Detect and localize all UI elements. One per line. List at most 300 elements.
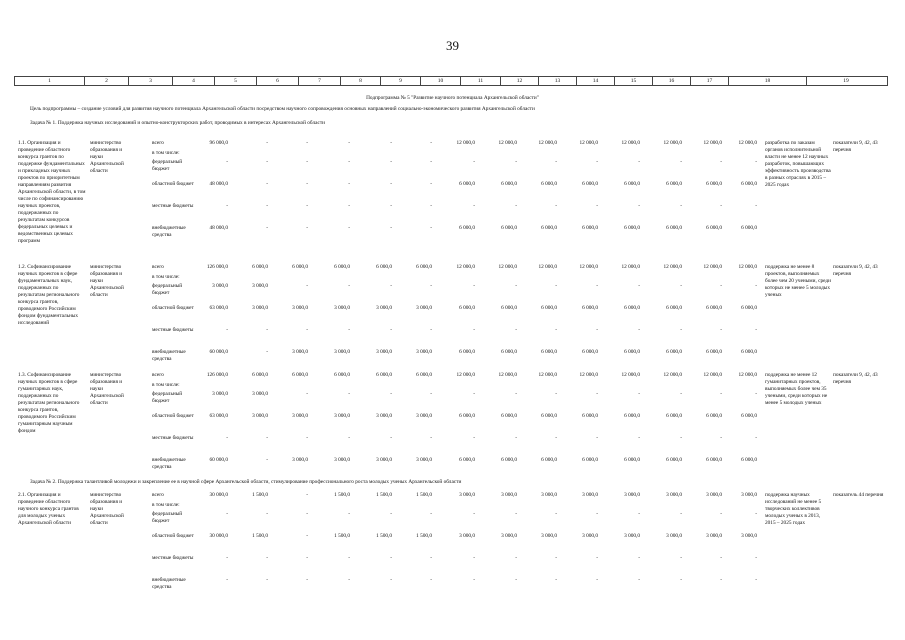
amount-cell: 6 000,0 — [582, 181, 598, 187]
amount-cell: 12 000,0 — [621, 140, 640, 146]
amount-cell: - — [515, 391, 517, 397]
amount-cell: 3 000,0 — [459, 533, 475, 539]
amount-cell: 6 000,0 — [666, 181, 682, 187]
amount-cell: - — [638, 391, 640, 397]
fin-source-label: местные бюджеты — [152, 555, 194, 561]
amount-cell: 3 000,0 — [376, 305, 392, 311]
amount-cell: - — [596, 203, 598, 209]
amount-cell: 48 000,0 — [209, 225, 228, 231]
amount-cell: 3 000,0 — [376, 457, 392, 463]
amount-cell: 6 000,0 — [706, 225, 722, 231]
amount-cell: - — [638, 203, 640, 209]
amount-cell: 3 000,0 — [252, 413, 268, 419]
amount-cell: - — [390, 203, 392, 209]
amount-cell: 3 000,0 — [416, 413, 432, 419]
amount-cell: - — [755, 203, 757, 209]
amount-cell: 6 000,0 — [624, 413, 640, 419]
expected-result: поддержка научных исследований не менее 5 творческих коллективов молодых ученых в 2013, 2015 – 2025 годах — [765, 492, 822, 526]
amount-cell: - — [430, 159, 432, 165]
amount-cell: 6 000,0 — [252, 264, 268, 270]
amount-cell: - — [226, 327, 228, 333]
amount-cell: - — [226, 203, 228, 209]
amount-cell: - — [348, 327, 350, 333]
amount-cell: - — [473, 435, 475, 441]
amount-cell: 1 500,0 — [416, 533, 432, 539]
amount-cell: 3 000,0 — [501, 492, 517, 498]
amount-cell: - — [348, 140, 350, 146]
amount-cell: 3 000,0 — [501, 533, 517, 539]
amount-cell: - — [555, 511, 557, 517]
amount-cell: 48 000,0 — [209, 181, 228, 187]
amount-cell: 12 000,0 — [663, 264, 682, 270]
measure-name: 2.1. Организация и проведение областного научного конкурса грантов для молодых ученых Архангельской области — [18, 492, 79, 526]
fin-source-label: внебюджетные средства — [152, 349, 186, 362]
amount-cell: - — [638, 435, 640, 441]
indicator-reference: показатели 9, 42, 43 перечня — [833, 140, 878, 153]
amount-cell: 12 000,0 — [703, 264, 722, 270]
amount-cell: 3 000,0 — [741, 492, 757, 498]
amount-cell: 6 000,0 — [666, 225, 682, 231]
amount-cell: 6 000,0 — [666, 457, 682, 463]
amount-cell: 6 000,0 — [741, 305, 757, 311]
column-header-18: 18 — [729, 77, 807, 85]
amount-cell: - — [306, 225, 308, 231]
amount-cell: 12 000,0 — [579, 372, 598, 378]
amount-cell: 12 000,0 — [538, 140, 557, 146]
amount-cell: - — [638, 577, 640, 583]
amount-cell: - — [473, 555, 475, 561]
amount-cell: 96 000,0 — [209, 140, 228, 146]
amount-cell: - — [555, 391, 557, 397]
amount-cell: - — [306, 159, 308, 165]
amount-cell: 6 000,0 — [541, 457, 557, 463]
amount-cell: 3 000,0 — [212, 283, 228, 289]
amount-cell: 3 000,0 — [334, 457, 350, 463]
amount-cell: - — [720, 577, 722, 583]
amount-cell: 6 000,0 — [666, 349, 682, 355]
amount-cell: - — [473, 283, 475, 289]
amount-cell: - — [515, 327, 517, 333]
amount-cell: 12 000,0 — [621, 372, 640, 378]
amount-cell: - — [596, 283, 598, 289]
amount-cell: - — [266, 140, 268, 146]
amount-cell: - — [430, 225, 432, 231]
amount-cell: 1 500,0 — [416, 492, 432, 498]
amount-cell: - — [430, 391, 432, 397]
amount-cell: 6 000,0 — [416, 264, 432, 270]
amount-cell: - — [720, 283, 722, 289]
amount-cell: - — [515, 555, 517, 561]
amount-cell: - — [680, 203, 682, 209]
amount-cell: - — [720, 511, 722, 517]
amount-cell: - — [430, 140, 432, 146]
amount-cell: 6 000,0 — [624, 225, 640, 231]
amount-cell: - — [390, 159, 392, 165]
amount-cell: - — [473, 159, 475, 165]
amount-cell: - — [390, 555, 392, 561]
column-header-2: 2 — [85, 77, 129, 85]
amount-cell: - — [515, 283, 517, 289]
amount-cell: 6 000,0 — [624, 349, 640, 355]
amount-cell: 3 000,0 — [706, 533, 722, 539]
amount-cell: - — [473, 511, 475, 517]
amount-cell: - — [390, 577, 392, 583]
amount-cell: - — [555, 159, 557, 165]
amount-cell: - — [720, 435, 722, 441]
amount-cell: 6 000,0 — [624, 457, 640, 463]
amount-cell: 6 000,0 — [501, 349, 517, 355]
column-header-3: 3 — [129, 77, 173, 85]
amount-cell: - — [720, 391, 722, 397]
amount-cell: - — [390, 181, 392, 187]
fin-source-label: областной бюджет — [152, 305, 194, 311]
amount-cell: 6 000,0 — [459, 305, 475, 311]
amount-cell: - — [596, 435, 598, 441]
amount-cell: 12 000,0 — [738, 140, 757, 146]
amount-cell: - — [306, 435, 308, 441]
column-header-row — [14, 76, 888, 86]
amount-cell: 6 000,0 — [624, 181, 640, 187]
amount-cell: - — [348, 577, 350, 583]
amount-cell: - — [680, 283, 682, 289]
amount-cell: - — [555, 203, 557, 209]
amount-cell: - — [680, 555, 682, 561]
amount-cell: 3 000,0 — [741, 533, 757, 539]
amount-cell: 6 000,0 — [459, 413, 475, 419]
amount-cell: 6 000,0 — [334, 264, 350, 270]
amount-cell: - — [348, 203, 350, 209]
amount-cell: - — [430, 203, 432, 209]
amount-cell: 3 000,0 — [376, 349, 392, 355]
measure-name: 1.2. Софинансирование научных проектов в сфере фундаментальных наук, поддержанных по результатам регионального конкурса грантов, проводимого Российским фондом фундаментальных исследований — [18, 264, 80, 326]
fin-source-label: внебюджетные средства — [152, 457, 186, 470]
amount-cell: - — [638, 555, 640, 561]
amount-cell: 6 000,0 — [706, 305, 722, 311]
amount-cell: - — [473, 577, 475, 583]
amount-cell: 6 000,0 — [376, 372, 392, 378]
amount-cell: - — [306, 181, 308, 187]
amount-cell: - — [306, 555, 308, 561]
amount-cell: 3 000,0 — [252, 391, 268, 397]
amount-cell: - — [515, 435, 517, 441]
amount-cell: - — [430, 555, 432, 561]
amount-cell: - — [390, 435, 392, 441]
task-1-heading: Задача № 1. Поддержка научных исследований и опытно-конструкторских работ, проводимых в интересах Архангельской области — [30, 120, 325, 126]
amount-cell: - — [306, 492, 308, 498]
amount-cell: 12 000,0 — [456, 140, 475, 146]
amount-cell: - — [266, 181, 268, 187]
amount-cell: - — [390, 391, 392, 397]
amount-cell: - — [755, 577, 757, 583]
fin-source-label: местные бюджеты — [152, 203, 194, 209]
amount-cell: 6 000,0 — [252, 372, 268, 378]
amount-cell: 6 000,0 — [541, 305, 557, 311]
amount-cell: 6 000,0 — [624, 305, 640, 311]
fin-source-label: местные бюджеты — [152, 327, 194, 333]
indicator-reference: показатель 44 перечня — [833, 492, 884, 498]
amount-cell: - — [226, 555, 228, 561]
amount-cell: 3 000,0 — [292, 457, 308, 463]
column-header-19: 19 — [843, 78, 849, 84]
amount-cell: - — [596, 327, 598, 333]
amount-cell: 3 000,0 — [252, 283, 268, 289]
fin-source-label: областной бюджет — [152, 533, 194, 539]
amount-cell: 63 000,0 — [209, 305, 228, 311]
amount-cell: - — [348, 435, 350, 441]
amount-cell: - — [638, 327, 640, 333]
amount-cell: 3 000,0 — [666, 492, 682, 498]
amount-cell: 12 000,0 — [663, 372, 682, 378]
amount-cell: - — [306, 203, 308, 209]
amount-cell: - — [226, 511, 228, 517]
amount-cell: - — [596, 391, 598, 397]
amount-cell: 6 000,0 — [541, 413, 557, 419]
amount-cell: - — [680, 511, 682, 517]
amount-cell: - — [680, 159, 682, 165]
amount-cell: 3 000,0 — [292, 305, 308, 311]
amount-cell: 6 000,0 — [666, 413, 682, 419]
amount-cell: 3 000,0 — [582, 533, 598, 539]
amount-cell: 1 500,0 — [252, 533, 268, 539]
fin-source-label: всего — [152, 372, 164, 378]
amount-cell: - — [720, 555, 722, 561]
amount-cell: - — [226, 577, 228, 583]
amount-cell: - — [755, 391, 757, 397]
amount-cell: 12 000,0 — [456, 372, 475, 378]
amount-cell: - — [596, 577, 598, 583]
amount-cell: 1 500,0 — [252, 492, 268, 498]
column-header-12: 12 — [501, 77, 539, 85]
amount-cell: 6 000,0 — [741, 457, 757, 463]
indicator-reference: показатели 9, 42, 43 перечня — [833, 372, 878, 385]
amount-cell: - — [226, 159, 228, 165]
fin-source-label: в том числе: — [152, 150, 180, 156]
measure-name: 1.1. Организация и проведение областного конкурса грантов по поддержке фундаментальных и прикладных научных проектов по приоритетным направлениям развития Архангельской области, в том числе по софинансированию научных проектов, поддержанных по результатам конкурсов федеральных целевых и ведомственных целевых программ — [18, 140, 86, 244]
amount-cell: 3 000,0 — [212, 391, 228, 397]
amount-cell: - — [755, 555, 757, 561]
amount-cell: - — [555, 555, 557, 561]
amount-cell: - — [638, 511, 640, 517]
amount-cell: 6 000,0 — [501, 457, 517, 463]
amount-cell: 3 000,0 — [706, 492, 722, 498]
amount-cell: - — [266, 511, 268, 517]
fin-source-label: федеральный бюджет — [152, 283, 183, 296]
amount-cell: 6 000,0 — [582, 349, 598, 355]
column-header-9: 9 — [381, 77, 421, 85]
expected-result: поддержка не менее 12 гуманитарных проектов, выполняемых более чем 35 учеными, среди которых не менее 5 молодых ученых — [765, 372, 828, 406]
amount-cell: 3 000,0 — [416, 305, 432, 311]
column-header-7: 7 — [299, 77, 341, 85]
amount-cell: 12 000,0 — [498, 264, 517, 270]
fin-source-label: федеральный бюджет — [152, 391, 183, 404]
amount-cell: 12 000,0 — [456, 264, 475, 270]
amount-cell: - — [430, 181, 432, 187]
amount-cell: 6 000,0 — [376, 264, 392, 270]
amount-cell: 12 000,0 — [538, 372, 557, 378]
column-header-6: 6 — [257, 77, 299, 85]
amount-cell: - — [755, 511, 757, 517]
amount-cell: - — [348, 391, 350, 397]
amount-cell: 6 000,0 — [582, 457, 598, 463]
fin-source-label: федеральный бюджет — [152, 511, 183, 524]
amount-cell: 12 000,0 — [498, 140, 517, 146]
amount-cell: - — [306, 140, 308, 146]
column-header-8: 8 — [341, 77, 381, 85]
fin-source-label: федеральный бюджет — [152, 159, 183, 172]
amount-cell: - — [473, 391, 475, 397]
amount-cell: 6 000,0 — [706, 349, 722, 355]
amount-cell: 6 000,0 — [501, 305, 517, 311]
amount-cell: 6 000,0 — [292, 372, 308, 378]
expected-result: разработка по заказам органов исполнительной власти не менее 12 научных разработок, повышающих эффективность производства в разных отраслях в 2015 – 2025 годах — [765, 140, 831, 188]
amount-cell: 3 000,0 — [292, 413, 308, 419]
amount-cell: 12 000,0 — [538, 264, 557, 270]
amount-cell: 12 000,0 — [621, 264, 640, 270]
column-header-14: 14 — [577, 77, 615, 85]
amount-cell: 30 000,0 — [209, 492, 228, 498]
subprogram-goal: Цель подпрограммы – создание условий для развития научного потенциала Архангельской области посредством научного сопровождения основных направлений социально-экономического развития Архангельской области — [30, 106, 535, 112]
amount-cell: - — [266, 435, 268, 441]
amount-cell: - — [266, 349, 268, 355]
amount-cell: 6 000,0 — [741, 225, 757, 231]
amount-cell: 6 000,0 — [706, 413, 722, 419]
column-header-13: 13 — [539, 77, 577, 85]
amount-cell: 12 000,0 — [703, 140, 722, 146]
amount-cell: - — [720, 159, 722, 165]
amount-cell: - — [515, 511, 517, 517]
amount-cell: - — [680, 327, 682, 333]
amount-cell: 12 000,0 — [738, 372, 757, 378]
amount-cell: - — [390, 327, 392, 333]
amount-cell: 1 500,0 — [376, 533, 392, 539]
amount-cell: - — [596, 511, 598, 517]
amount-cell: 3 000,0 — [582, 492, 598, 498]
indicator-reference: показатели 9, 42, 43 перечня — [833, 264, 878, 277]
fin-source-label: в том числе: — [152, 382, 180, 388]
amount-cell: 3 000,0 — [541, 533, 557, 539]
amount-cell: - — [348, 283, 350, 289]
amount-cell: 3 000,0 — [624, 533, 640, 539]
amount-cell: - — [638, 283, 640, 289]
amount-cell: 12 000,0 — [579, 264, 598, 270]
amount-cell: 3 000,0 — [541, 492, 557, 498]
amount-cell: 12 000,0 — [663, 140, 682, 146]
amount-cell: 6 000,0 — [741, 181, 757, 187]
subprogram-title: Подпрограмма № 5 "Развитие научного потенциала Архангельской области" — [366, 95, 539, 101]
column-header-16: 16 — [653, 77, 691, 85]
amount-cell: - — [555, 327, 557, 333]
amount-cell: - — [515, 159, 517, 165]
amount-cell: 6 000,0 — [501, 413, 517, 419]
amount-cell: - — [266, 457, 268, 463]
amount-cell: - — [306, 511, 308, 517]
measure-name: 1.3. Софинансирование научных проектов в сфере гуманитарных наук, поддержанных по результатам регионального конкурса грантов, проводимого Российским гуманитарным научным фондом — [18, 372, 80, 434]
fin-source-label: местные бюджеты — [152, 435, 194, 441]
amount-cell: 3 000,0 — [334, 305, 350, 311]
amount-cell: - — [266, 225, 268, 231]
fin-source-label: всего — [152, 264, 164, 270]
amount-cell: - — [348, 181, 350, 187]
column-header-15: 15 — [615, 77, 653, 85]
amount-cell: 6 000,0 — [292, 264, 308, 270]
amount-cell: - — [348, 159, 350, 165]
fin-source-label: внебюджетные средства — [152, 577, 186, 590]
amount-cell: - — [755, 327, 757, 333]
amount-cell: 6 000,0 — [741, 413, 757, 419]
amount-cell: 6 000,0 — [541, 349, 557, 355]
amount-cell: 1 500,0 — [334, 533, 350, 539]
measure-executor: министерство образования и науки Архангельской области — [90, 264, 124, 298]
amount-cell: 126 000,0 — [206, 264, 228, 270]
amount-cell: 3 000,0 — [666, 533, 682, 539]
column-header-1: 1 — [15, 77, 85, 85]
amount-cell: - — [390, 283, 392, 289]
fin-source-label: областной бюджет — [152, 181, 194, 187]
amount-cell: 12 000,0 — [738, 264, 757, 270]
amount-cell: - — [306, 577, 308, 583]
amount-cell: - — [266, 159, 268, 165]
amount-cell: 3 000,0 — [376, 413, 392, 419]
amount-cell: - — [306, 327, 308, 333]
amount-cell: 6 000,0 — [334, 372, 350, 378]
amount-cell: 1 500,0 — [334, 492, 350, 498]
amount-cell: - — [680, 577, 682, 583]
fin-source-label: в том числе: — [152, 502, 180, 508]
column-header-10: 10 — [421, 77, 461, 85]
amount-cell: - — [390, 511, 392, 517]
amount-cell: 12 000,0 — [703, 372, 722, 378]
amount-cell: 30 000,0 — [209, 533, 228, 539]
amount-cell: 6 000,0 — [501, 181, 517, 187]
column-header-17: 17 — [691, 77, 729, 85]
amount-cell: - — [755, 159, 757, 165]
amount-cell: - — [226, 435, 228, 441]
amount-cell: 63 000,0 — [209, 413, 228, 419]
amount-cell: - — [555, 577, 557, 583]
measure-executor: министерство образования и науки Архангельской области — [90, 492, 124, 526]
amount-cell: - — [430, 435, 432, 441]
amount-cell: - — [348, 511, 350, 517]
amount-cell: - — [638, 159, 640, 165]
amount-cell: 3 000,0 — [252, 305, 268, 311]
amount-cell: 1 500,0 — [376, 492, 392, 498]
amount-cell: 3 000,0 — [624, 492, 640, 498]
amount-cell: - — [266, 203, 268, 209]
amount-cell: - — [430, 283, 432, 289]
amount-cell: 12 000,0 — [498, 372, 517, 378]
amount-cell: 12 000,0 — [579, 140, 598, 146]
amount-cell: 3 000,0 — [334, 349, 350, 355]
amount-cell: 6 000,0 — [459, 457, 475, 463]
amount-cell: - — [306, 533, 308, 539]
amount-cell: - — [390, 140, 392, 146]
amount-cell: 6 000,0 — [666, 305, 682, 311]
amount-cell: - — [266, 555, 268, 561]
page-number: 39 — [446, 38, 459, 53]
amount-cell: - — [306, 391, 308, 397]
amount-cell: 126 000,0 — [206, 372, 228, 378]
amount-cell: - — [473, 203, 475, 209]
amount-cell: 3 000,0 — [416, 349, 432, 355]
task-2-heading: Задача № 2. Поддержка талантливой молодежи и закрепление ее в научной сфере Архангельской области, стимулирование профессионального роста молодых ученых Архангельской области — [30, 479, 462, 485]
amount-cell: 60 000,0 — [209, 457, 228, 463]
amount-cell: 3 000,0 — [459, 492, 475, 498]
column-header-11: 11 — [461, 77, 501, 85]
amount-cell: - — [720, 203, 722, 209]
fin-source-label: всего — [152, 140, 164, 146]
amount-cell: 6 000,0 — [582, 413, 598, 419]
measure-executor: министерство образования и науки Архангельской области — [90, 372, 124, 406]
